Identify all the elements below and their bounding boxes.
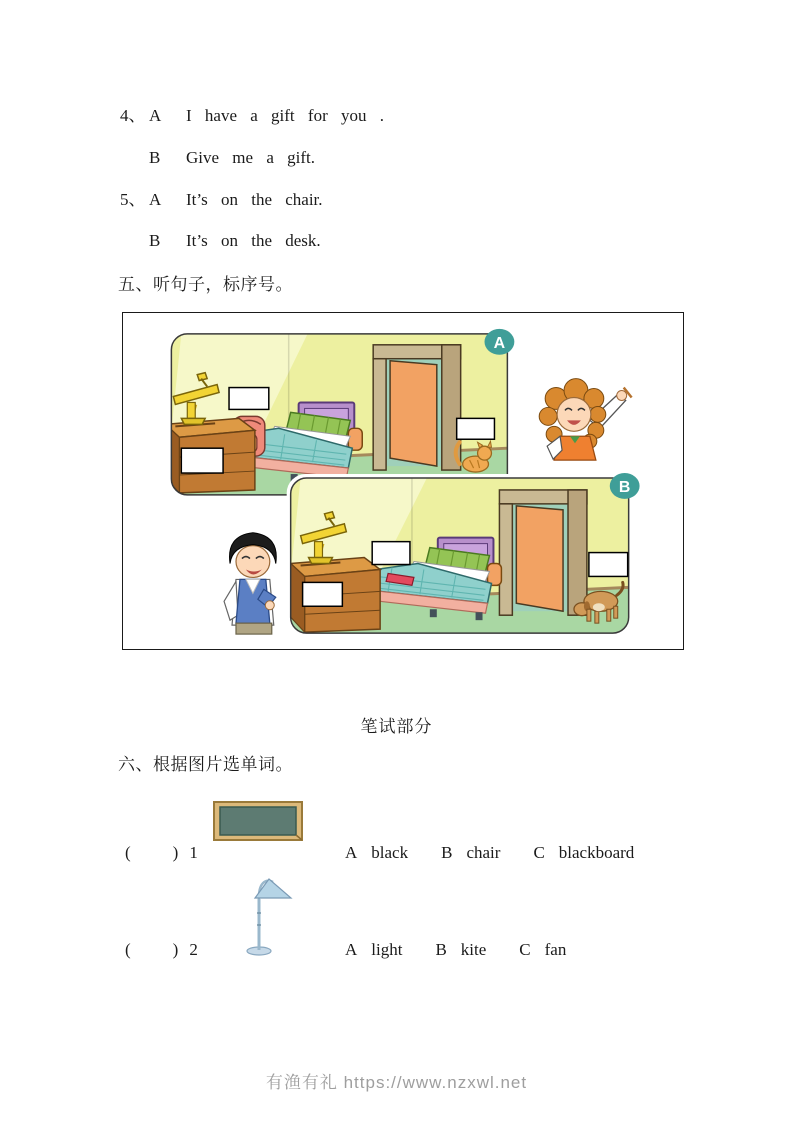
choice-label: A	[149, 106, 162, 125]
option-word: light	[371, 940, 403, 959]
section-six-heading: 六、根据图片选单词。	[118, 755, 293, 774]
option-c	[519, 940, 566, 960]
scene-b-label: B	[618, 478, 631, 496]
choice-text: I have a gift for you .	[186, 106, 384, 125]
scene-b	[291, 473, 640, 633]
option-c	[533, 843, 634, 863]
answer-blank-2	[125, 940, 198, 960]
answer-box-a3	[457, 418, 495, 439]
choice-text: It’s on the desk.	[186, 231, 321, 250]
question-row-2	[0, 940, 793, 962]
scene-a	[165, 329, 514, 495]
written-part-heading: 笔试部分	[360, 717, 433, 736]
option-a	[345, 940, 402, 960]
scene-b-badge	[610, 473, 640, 499]
answer-blank-1	[125, 843, 198, 863]
answer-box-b1	[372, 542, 410, 565]
option-a	[345, 843, 408, 863]
option-b	[441, 843, 500, 863]
option-word: chair	[466, 843, 501, 862]
footer-watermark: 有渔有礼 https://www.nzxwl.net	[265, 1073, 528, 1092]
options-row	[345, 843, 634, 863]
question-number: 2	[189, 940, 198, 959]
door-a	[373, 345, 460, 470]
girl-character	[539, 379, 631, 461]
section-five-heading: 五、听句子，标序号。	[118, 275, 293, 294]
choice-label: B	[149, 231, 161, 250]
item-number: 4、	[120, 106, 146, 125]
choice-text: It’s on the chair.	[186, 190, 323, 209]
question-number: 1	[189, 843, 198, 862]
paren-close: )	[172, 843, 179, 862]
answer-box-b2	[303, 582, 343, 606]
option-word: fan	[544, 940, 567, 959]
option-label: C	[533, 843, 545, 862]
scene-a-label: A	[493, 334, 506, 352]
option-word: kite	[460, 940, 487, 959]
option-label: B	[435, 940, 447, 959]
scene-a-badge	[485, 329, 515, 355]
options-row	[345, 940, 566, 960]
answer-box-a2	[181, 448, 223, 473]
choice-label: A	[149, 190, 162, 209]
listening-item-4b	[120, 148, 315, 168]
paren-open: (	[125, 843, 131, 862]
door-b	[499, 490, 586, 615]
listening-item-5a	[120, 190, 323, 210]
listening-item-4a	[120, 106, 384, 126]
option-label: A	[345, 843, 358, 862]
choice-text: Give me a gift.	[186, 148, 315, 167]
paren-close: )	[172, 940, 179, 959]
option-label: A	[345, 940, 358, 959]
choice-label: B	[149, 148, 161, 167]
option-word: blackboard	[558, 843, 635, 862]
option-word: black	[371, 843, 409, 862]
listening-illustration	[122, 312, 684, 650]
option-b	[435, 940, 486, 960]
option-label: B	[441, 843, 453, 862]
listening-item-5b	[120, 231, 321, 251]
question-row-1	[0, 843, 793, 865]
answer-box-a1	[229, 388, 269, 410]
item-number: 5、	[120, 190, 146, 209]
blackboard-icon	[213, 801, 303, 841]
paren-open: (	[125, 940, 131, 959]
answer-box-b3	[589, 553, 628, 577]
boy-character	[224, 533, 276, 634]
option-label: C	[519, 940, 531, 959]
